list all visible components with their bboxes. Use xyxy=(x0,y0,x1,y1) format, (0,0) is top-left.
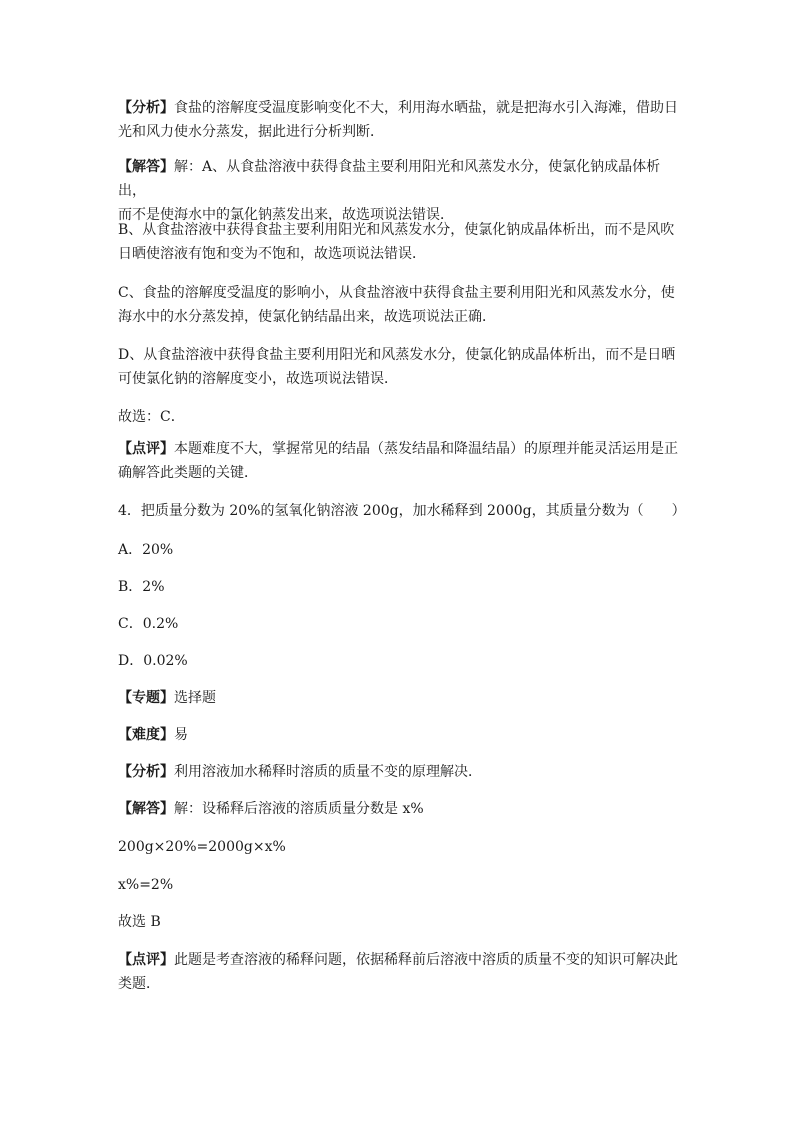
tag-comment: 【点评】 xyxy=(118,441,174,457)
line: B．2% xyxy=(118,579,165,595)
line: C、食盐的溶解度受温度的影响小，从食盐溶液中获得食盐主要利用阳光和风蒸发水分，使 xyxy=(118,285,675,301)
line: 可使氯化钠的溶解度变小，故选项说法错误． xyxy=(118,371,398,387)
tag-topic: 【专题】 xyxy=(118,690,174,706)
line: D．0.02% xyxy=(118,653,188,669)
question-4 xyxy=(118,499,718,523)
tag-answer: 【解答】 xyxy=(118,159,174,175)
comment-paragraph-1 xyxy=(118,437,678,485)
line: 4．把质量分数为 20%的氢氧化钠溶液 200g，加水稀释到 2000g，其质量分数为（ ） xyxy=(118,503,686,519)
equation-line-1 xyxy=(118,835,678,859)
tag-answer: 【解答】 xyxy=(118,801,174,817)
tag-analysis: 【分析】 xyxy=(118,764,174,780)
line: B、从食盐溶液中获得食盐主要利用阳光和风蒸发水分，使氯化钠成晶体析出，而不是风吹 xyxy=(118,222,675,238)
option-a xyxy=(118,538,678,562)
answer-paragraph-2 xyxy=(118,797,678,821)
option-b-explanation xyxy=(118,218,678,266)
analysis-paragraph-1 xyxy=(118,96,678,144)
tag-analysis: 【分析】 xyxy=(118,100,174,116)
option-c xyxy=(118,612,678,636)
equation-line-2 xyxy=(118,873,678,897)
line: 故选：C． xyxy=(118,409,185,425)
line: 解：A、从食盐溶液中获得食盐主要利用阳光和风蒸发水分，使氯化钠成晶体析出， xyxy=(118,159,661,199)
topic-line xyxy=(118,686,678,710)
difficulty-line xyxy=(118,723,678,747)
choice-line xyxy=(118,405,678,429)
answer-paragraph-1 xyxy=(118,155,678,227)
tag-difficulty: 【难度】 xyxy=(118,727,174,743)
tag-comment: 【点评】 xyxy=(118,952,174,968)
line: 海水中的水分蒸发掉，使氯化钠结晶出来，故选项说法正确． xyxy=(118,309,496,325)
line: x%=2% xyxy=(118,877,174,893)
line: 易 xyxy=(174,727,188,743)
line: 本题难度不大，掌握常见的结晶（蒸发结晶和降温结晶）的原理并能灵活运用是正 xyxy=(174,441,678,457)
line: A．20% xyxy=(118,542,174,558)
line: 此题是考查溶液的稀释问题，依据稀释前后溶液中溶质的质量不变的知识可解决此 xyxy=(174,952,678,968)
line: 确解答此类题的关键． xyxy=(118,465,258,481)
line: 光和风力使水分蒸发，据此进行分析判断． xyxy=(118,124,384,140)
line: 故选 B xyxy=(118,914,161,930)
option-c-explanation xyxy=(118,281,678,329)
line: 类题． xyxy=(118,976,160,992)
line: 利用溶液加水稀释时溶质的质量不变的原理解决． xyxy=(174,764,482,780)
comment-paragraph-2 xyxy=(118,948,678,996)
line: 而不是使海水中的氯化钠蒸发出来，故选项说法错误． xyxy=(118,207,454,223)
line: 选择题 xyxy=(174,690,216,706)
line: D、从食盐溶液中获得食盐主要利用阳光和风蒸发水分，使氯化钠成晶体析出，而不是日晒 xyxy=(118,347,676,363)
option-d xyxy=(118,649,678,673)
analysis-paragraph-2 xyxy=(118,760,678,784)
line: 解：设稀释后溶液的溶质质量分数是 x% xyxy=(174,801,424,817)
line: 食盐的溶解度受温度影响变化不大，利用海水晒盐，就是把海水引入海滩，借助日 xyxy=(174,100,678,116)
line: 日晒使溶液有饱和变为不饱和，故选项说法错误． xyxy=(118,246,426,262)
option-d-explanation xyxy=(118,343,678,391)
answer-choice-line xyxy=(118,910,678,934)
option-b xyxy=(118,575,678,599)
line: C．0.2% xyxy=(118,616,179,632)
line: 200g×20%=2000g×x% xyxy=(118,839,286,855)
